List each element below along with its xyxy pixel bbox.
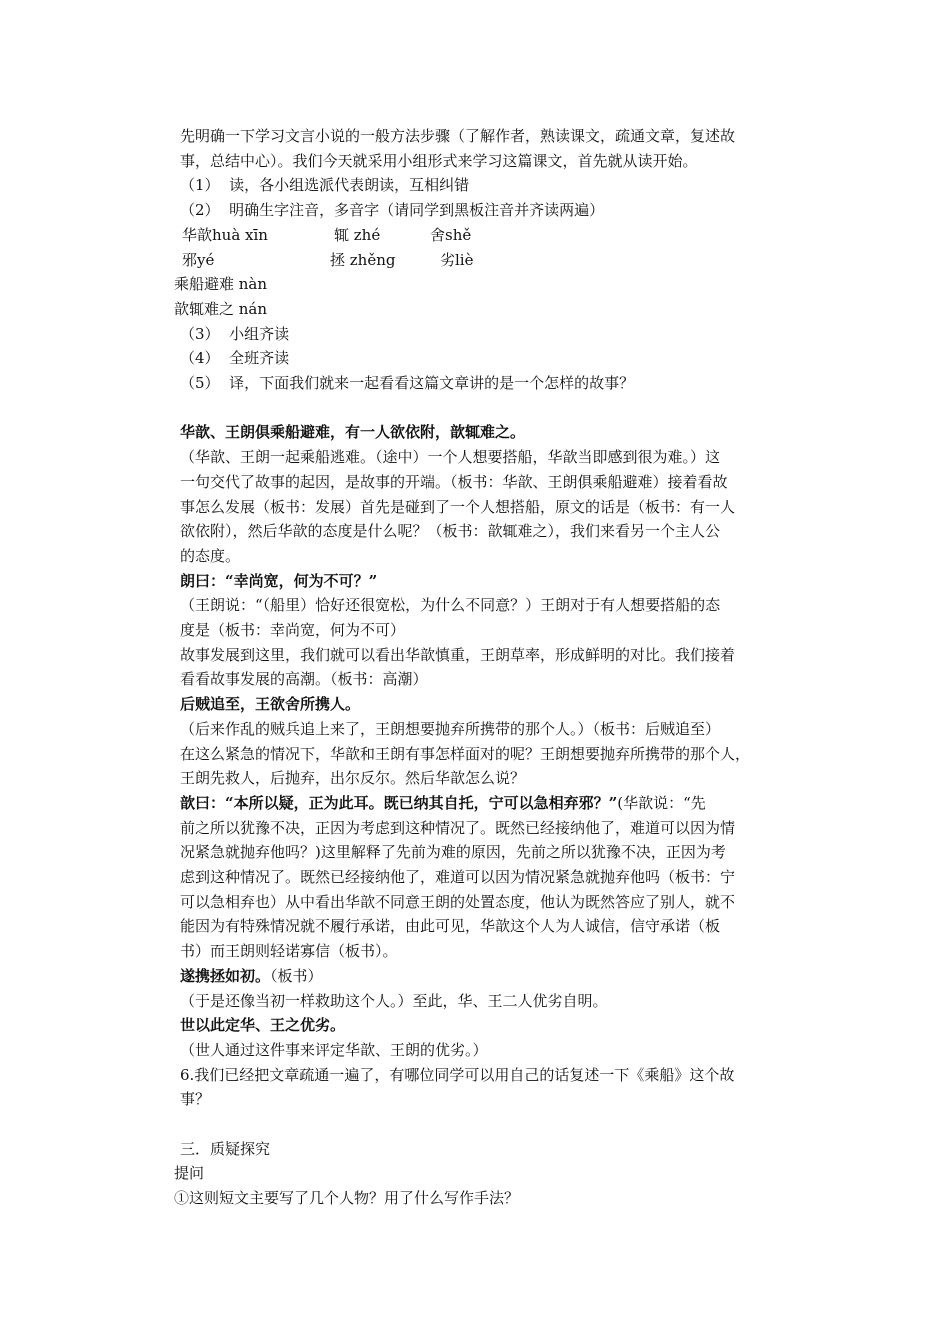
passage-4-note-1: 前之所以犹豫不决，正因为考虑到这种情况了。既然已经接纳他了，难道可以因为情 xyxy=(180,818,736,837)
passage-6-original: 世以此定华、王之优劣。 xyxy=(180,1016,346,1035)
passage-3-note-1: （后来作乱的贼兵追上来了，王朗想要抛弃所携带的那个人。）（板书：后贼追至） xyxy=(180,719,721,738)
spacer xyxy=(180,1112,810,1137)
intro-line-1: 先明确一下学习文言小说的一般方法步骤（了解作者，熟读课文，疏通文章，复述故 xyxy=(180,127,736,145)
pinyin-ye: 邪yé xyxy=(182,250,215,269)
passage-4-note-3: 虑到这种情况了。既然已经接纳他了，难道可以因为情况紧急就抛弃他吗（板书：宁 xyxy=(180,868,736,887)
passage-4-note-6: 书）而王朗则轻诺寡信（板书）。 xyxy=(180,942,398,961)
passage-4-original: 歆曰：“本所以疑，正为此耳。既已纳其自托，宁可以急相弃邪？” xyxy=(180,793,618,812)
pinyin-lie: 劣liè xyxy=(440,250,474,269)
passage-5-tail: （板书） xyxy=(270,966,323,985)
passage-1-original: 华歆、王朗俱乘船避难，有一人欲依附，歆辄难之。 xyxy=(180,423,526,442)
passage-5-line xyxy=(180,964,810,989)
passage-6-note: （世人通过这件事来评定华歆、王朗的优劣。） xyxy=(180,1040,488,1059)
pinyin-she: 舍shě xyxy=(430,225,472,244)
document-page xyxy=(174,124,810,1211)
spacer xyxy=(180,396,810,421)
passage-5-note: （于是还像当初一样救助这个人。）至此，华、王二人优劣自明。 xyxy=(180,991,608,1010)
passage-1-note-3: 事怎么发展（板书：发展）首先是碰到了一个人想搭船，原文的话是（板书：有一人 xyxy=(180,497,736,516)
passage-1-note-4: 欲依附），然后华歆的态度是什么呢？（板书：歆辄难之），我们来看另一个主人公 xyxy=(180,522,721,541)
step-2: （2） 明确生字注音，多音字（请同学到黑板注音并齐读两遍） xyxy=(180,201,605,220)
question-1: ①这则短文主要写了几个人物？用了什么写作手法？ xyxy=(174,1189,520,1208)
question-label: 提问 xyxy=(174,1164,205,1183)
pinyin-row-1 xyxy=(180,223,810,248)
passage-3-original: 后贼追至，王欲舍所携人。 xyxy=(180,695,361,714)
pinyin-zhe: 辄 zhé xyxy=(334,225,381,244)
intro-line-2: 事，总结中心）。我们今天就采用小组形式来学习这篇课文，首先就从读开始。 xyxy=(180,151,698,170)
passage-5-original: 遂携拯如初。 xyxy=(180,966,271,985)
passage-3-note-3: 王朗先救人，后抛弃，出尔反尔。然后华歆怎么说？ xyxy=(180,769,526,788)
step-5: （5） 译，下面我们就来一起看看这篇文章讲的是一个怎样的故事？ xyxy=(180,374,635,392)
passage-4-first-line xyxy=(180,791,810,816)
passage-1-note-2: 一句交代了故事的起因，是故事的开端。（板书：华歆、王朗俱乘船避难）接着看故 xyxy=(180,472,728,491)
retell-line-2: 事？ xyxy=(180,1090,211,1109)
passage-4-tail: (华歆说：“先 xyxy=(617,793,706,812)
pinyin-huaxin: 华歆huà xīn xyxy=(182,225,268,244)
pinyin-zheng: 拯 zhěng xyxy=(330,250,396,269)
step-1: （1） 读，各小组选派代表朗读，互相纠错 xyxy=(180,176,470,195)
passage-4-note-2: 况紧急就抛弃他吗？)这里解释了先前为难的原因，先前之所以犹豫不决，正因为考 xyxy=(180,843,726,862)
passage-1-note-1: （华歆、王朗一起乘船逃难。（途中）一个人想要搭船，华歆当即感到很为难。）这 xyxy=(180,448,721,467)
passage-2-note-2: 度是（板书：幸尚宽，何为不可） xyxy=(180,621,406,640)
passage-4-note-5: 能因为有特殊情况就不履行承诺，由此可见，华歆这个人为人诚信，信守承诺（板 xyxy=(180,917,721,936)
step-4: （4） 全班齐读 xyxy=(180,349,290,368)
passage-2-original: 朗曰：“幸尚宽，何为不可？” xyxy=(180,571,378,590)
passage-2-note-3: 故事发展到这里，我们就可以看出华歆慎重，王朗草率，形成鲜明的对比。我们接着 xyxy=(180,645,736,664)
passage-2-note-4: 看看故事发展的高潮。（板书：高潮） xyxy=(180,670,428,689)
pinyin-nan-4: 乘船避难 nàn xyxy=(174,275,268,294)
passage-1-note-5: 的态度。 xyxy=(180,546,241,565)
pinyin-nan-2: 歆辄难之 nán xyxy=(174,299,268,318)
retell-line-1: 6.我们已经把文章疏通一遍了，有哪位同学可以用自己的话复述一下《乘船》这个故 xyxy=(180,1065,735,1084)
pinyin-row-2 xyxy=(180,248,810,273)
passage-2-note-1: （王朗说：“（船里）恰好还很宽松，为什么不同意？）王朗对于有人想要搭船的态 xyxy=(180,596,721,615)
step-3: （3） 小组齐读 xyxy=(180,324,290,343)
section-3-title: 三．质疑探究 xyxy=(180,1139,271,1158)
passage-3-note-2: 在这么紧急的情况下，华歆和王朗有事怎样面对的呢？王朗想要抛弃所携带的那个人， xyxy=(180,744,751,763)
passage-4-note-4: 可以急相弃也）从中看出华歆不同意王朗的处置态度，他认为既然答应了别人，就不 xyxy=(180,892,736,911)
